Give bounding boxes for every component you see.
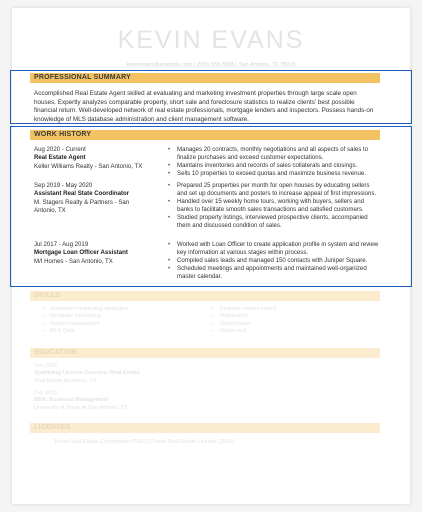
- job-2-meta: [34, 182, 152, 216]
- summary-text: Accomplished Real Estate Agent skilled at evaluating and marketing investment properties through large scale open houses. Expertly analyzes comparable property, short sale and foreclosure statistics to realize clients' best possible financial return. Well-developed network of real estate professionals, mortgage lenders and inspectors. Possess hands-on knowledge of MLS database administration and client management software.: [34, 90, 374, 123]
- list-item: • Prepared 25 properties per month for open houses by educating sellers and set up documents and posters to increase appeal of first impressions.: [168, 182, 380, 198]
- candidate-name: KEVIN EVANS: [117, 26, 305, 54]
- list-item: • Ratios and: [212, 328, 362, 335]
- summary-heading: PROFESSIONAL SUMMARY: [30, 73, 380, 83]
- list-item: • Property market expert: [212, 306, 362, 313]
- list-item: • Manages 20 contracts, monthly negotiations and all aspects of sales to finalize purchases and exceed customer expectations.: [168, 146, 380, 162]
- job-company: Keller Williams Realty - San Antonio, TX: [34, 162, 143, 170]
- job-title: Mortgage Loan Officer Assistant: [34, 249, 128, 257]
- list-item: • Investment marketing strategies: [42, 306, 192, 313]
- job-dates: Sep 2019 - May 2020: [34, 182, 93, 189]
- education-entry-1: [34, 363, 334, 385]
- job-3-bullets: [168, 241, 380, 281]
- list-item: • Rental management: [42, 321, 192, 328]
- skills-right-list: [212, 306, 362, 336]
- job-title: Real Estate Agent: [34, 154, 86, 162]
- job-title: Assistant Real State Coordinator: [34, 190, 130, 198]
- education-school: University of Texas At San Antonio, TX: [34, 404, 128, 411]
- list-item: • Organization: [212, 321, 362, 328]
- job-3-meta: [34, 241, 152, 266]
- list-item: • Compiled sales leads and managed 150 contacts with Juniper Square.: [168, 257, 380, 265]
- skills-left-list: [42, 306, 192, 336]
- job-1-bullets: [168, 146, 380, 178]
- education-school: Real Estate Academy, TX: [34, 377, 97, 384]
- list-item: • Maintains inventories and records of sales collaterals and closings.: [168, 162, 380, 170]
- education-date: Dec 2016: [34, 363, 58, 369]
- education-entry-2: [34, 390, 334, 412]
- list-item: • Negotiation: [212, 313, 362, 320]
- job-2-bullets: [168, 182, 380, 231]
- list-item: • Mortgage calculating: [42, 313, 192, 320]
- job-dates: Jul 2017 - Aug 2019: [34, 241, 89, 248]
- list-item: • Handled over 15 weekly home tours, working with buyers, sellers and banks to facilitate smooth sales transactions and satisfied customers.: [168, 198, 380, 214]
- licenses-text: Texas Real Estate Commission (TREC) Texas Real Estate License (2020): [54, 439, 234, 445]
- list-item: • Studied property listings, interviewed prospective clients, accompanied them and discussed condition of sales.: [168, 214, 380, 230]
- licenses-heading: LICENSES: [30, 423, 380, 433]
- job-1-meta: [34, 146, 152, 171]
- list-item: • MLS Data: [42, 328, 192, 335]
- skills-heading: SKILLS: [30, 291, 380, 301]
- list-item: • Scheduled meetings and appointments and maintained well-organized master calendar.: [168, 265, 380, 281]
- contact-line: kevinevans@example.com | (555) 555-5555 | San Antonio, TX 78015: [126, 62, 296, 68]
- education-title: BBA: Business Management: [34, 397, 109, 404]
- education-date: Dec 2015: [34, 390, 58, 396]
- job-company: M/I Homes - San Antonio, TX: [34, 257, 113, 265]
- job-company: M. Stagers Realty & Partners - San Antonio, TX: [34, 198, 130, 215]
- list-item: • Worked with Loan Officer to create application profile in system and review key information at various stages within process.: [168, 241, 380, 257]
- education-title: Qualifying License Courses: Real Estate: [34, 370, 140, 377]
- job-dates: Aug 2020 - Current: [34, 146, 86, 153]
- work-history-heading: WORK HISTORY: [30, 130, 380, 140]
- education-heading: EDUCATION: [30, 348, 380, 358]
- list-item: • Sells 10 properties to exceed quotas and maximize business revenue.: [168, 170, 380, 178]
